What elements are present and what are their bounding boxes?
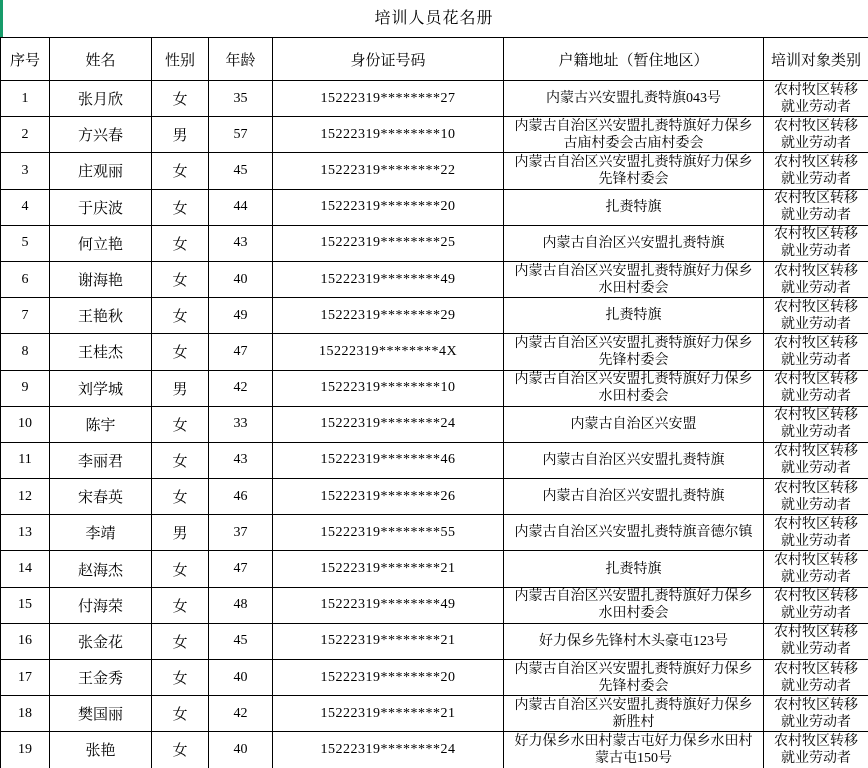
cell-address: 内蒙古自治区兴安盟扎赉特旗好力保乡先锋村委会: [504, 660, 764, 696]
cell-category: 农村牧区转移就业劳动者: [764, 370, 868, 406]
cell-age: 48: [209, 587, 273, 623]
cell-serial-number: 3: [1, 153, 50, 189]
cell-gender: 女: [152, 81, 209, 117]
cell-age: 37: [209, 515, 273, 551]
cell-serial-number: 8: [1, 334, 50, 370]
cell-name: 谢海艳: [50, 261, 152, 297]
cell-address: 扎赉特旗: [504, 551, 764, 587]
cell-category: 农村牧区转移就业劳动者: [764, 442, 868, 478]
cell-id-number: 15222319********21: [273, 551, 504, 587]
cell-gender: 女: [152, 334, 209, 370]
cell-age: 45: [209, 153, 273, 189]
cell-id-number: 15222319********20: [273, 660, 504, 696]
table-row: [1, 623, 868, 659]
cell-category: 农村牧区转移就业劳动者: [764, 660, 868, 696]
cell-category: 农村牧区转移就业劳动者: [764, 189, 868, 225]
cell-id-number: 15222319********49: [273, 587, 504, 623]
cell-serial-number: 9: [1, 370, 50, 406]
cell-category: 农村牧区转移就业劳动者: [764, 406, 868, 442]
cell-id-number: 15222319********29: [273, 298, 504, 334]
cell-address: 内蒙古自治区兴安盟扎赉特旗好力保乡水田村委会: [504, 370, 764, 406]
cell-name: 于庆波: [50, 189, 152, 225]
col-header-address: 户籍地址（暂住地区）: [504, 38, 764, 81]
col-header-name: 姓名: [50, 38, 152, 81]
cell-gender: 女: [152, 623, 209, 659]
cell-category: 农村牧区转移就业劳动者: [764, 81, 868, 117]
cell-age: 42: [209, 696, 273, 732]
table-row: [1, 189, 868, 225]
cell-category: 农村牧区转移就业劳动者: [764, 696, 868, 732]
cell-gender: 女: [152, 406, 209, 442]
cell-name: 刘学城: [50, 370, 152, 406]
cell-name: 樊国丽: [50, 696, 152, 732]
cell-address: 内蒙古自治区兴安盟扎赉特旗: [504, 442, 764, 478]
cell-category: 农村牧区转移就业劳动者: [764, 225, 868, 261]
cell-name: 王桂杰: [50, 334, 152, 370]
cell-serial-number: 4: [1, 189, 50, 225]
table-row: [1, 551, 868, 587]
cell-serial-number: 12: [1, 479, 50, 515]
table-row: [1, 153, 868, 189]
cell-id-number: 15222319********24: [273, 732, 504, 768]
cell-address: 内蒙古自治区兴安盟扎赉特旗好力保乡水田村委会: [504, 587, 764, 623]
cell-name: 宋春英: [50, 479, 152, 515]
table-row: [1, 732, 868, 768]
cell-age: 35: [209, 81, 273, 117]
cell-serial-number: 16: [1, 623, 50, 659]
cell-name: 陈宇: [50, 406, 152, 442]
table-row: [1, 442, 868, 478]
cell-id-number: 15222319********22: [273, 153, 504, 189]
cell-serial-number: 5: [1, 225, 50, 261]
cell-address: 扎赉特旗: [504, 298, 764, 334]
cell-id-number: 15222319********24: [273, 406, 504, 442]
cell-category: 农村牧区转移就业劳动者: [764, 261, 868, 297]
cell-serial-number: 18: [1, 696, 50, 732]
cell-address: 内蒙古兴安盟扎赉特旗043号: [504, 81, 764, 117]
table-row: [1, 81, 868, 117]
cell-address: 内蒙古自治区兴安盟扎赉特旗好力保乡先锋村委会: [504, 334, 764, 370]
cell-name: 庄观丽: [50, 153, 152, 189]
table-row: [1, 406, 868, 442]
cell-gender: 女: [152, 261, 209, 297]
cell-gender: 女: [152, 479, 209, 515]
header-row: [1, 38, 868, 81]
cell-gender: 女: [152, 442, 209, 478]
table-row: [1, 515, 868, 551]
cell-age: 44: [209, 189, 273, 225]
table-row: [1, 479, 868, 515]
cell-id-number: 15222319********46: [273, 442, 504, 478]
cell-category: 农村牧区转移就业劳动者: [764, 515, 868, 551]
cell-gender: 女: [152, 732, 209, 768]
cell-id-number: 15222319********26: [273, 479, 504, 515]
cell-name: 张艳: [50, 732, 152, 768]
cell-id-number: 15222319********21: [273, 623, 504, 659]
cell-age: 40: [209, 732, 273, 768]
cell-category: 农村牧区转移就业劳动者: [764, 551, 868, 587]
cell-gender: 女: [152, 153, 209, 189]
cell-address: 内蒙古自治区兴安盟扎赉特旗音德尔镇: [504, 515, 764, 551]
cell-name: 张月欣: [50, 81, 152, 117]
cell-age: 40: [209, 660, 273, 696]
cell-address: 内蒙古自治区兴安盟扎赉特旗好力保乡先锋村委会: [504, 153, 764, 189]
cell-age: 33: [209, 406, 273, 442]
cell-gender: 男: [152, 117, 209, 153]
cell-name: 张金花: [50, 623, 152, 659]
table-row: [1, 334, 868, 370]
cell-gender: 女: [152, 298, 209, 334]
cell-category: 农村牧区转移就业劳动者: [764, 153, 868, 189]
cell-serial-number: 10: [1, 406, 50, 442]
cell-gender: 男: [152, 370, 209, 406]
cell-gender: 女: [152, 551, 209, 587]
cell-age: 43: [209, 442, 273, 478]
cell-address: 内蒙古自治区兴安盟扎赉特旗好力保乡新胜村: [504, 696, 764, 732]
cell-serial-number: 17: [1, 660, 50, 696]
cell-id-number: 15222319********10: [273, 117, 504, 153]
cell-address: 内蒙古自治区兴安盟扎赉特旗: [504, 225, 764, 261]
cell-gender: 男: [152, 515, 209, 551]
cell-serial-number: 6: [1, 261, 50, 297]
cell-id-number: 15222319********4X: [273, 334, 504, 370]
cell-address: 内蒙古自治区兴安盟: [504, 406, 764, 442]
cell-serial-number: 11: [1, 442, 50, 478]
cell-name: 赵海杰: [50, 551, 152, 587]
page-title: 培训人员花名册: [374, 10, 494, 27]
cell-serial-number: 14: [1, 551, 50, 587]
cell-gender: 女: [152, 660, 209, 696]
table-row: [1, 225, 868, 261]
cell-name: 王金秀: [50, 660, 152, 696]
cell-id-number: 15222319********21: [273, 696, 504, 732]
cell-id-number: 15222319********55: [273, 515, 504, 551]
cell-address: 好力保乡先锋村木头豪屯123号: [504, 623, 764, 659]
roster-body: [1, 81, 868, 768]
cell-category: 农村牧区转移就业劳动者: [764, 334, 868, 370]
col-header-age: 年龄: [209, 38, 273, 81]
cell-serial-number: 1: [1, 81, 50, 117]
table-row: [1, 696, 868, 732]
cell-gender: 女: [152, 587, 209, 623]
cell-name: 付海荣: [50, 587, 152, 623]
col-header-gender: 性别: [152, 38, 209, 81]
table-row: [1, 660, 868, 696]
cell-category: 农村牧区转移就业劳动者: [764, 117, 868, 153]
cell-id-number: 15222319********10: [273, 370, 504, 406]
cell-id-number: 15222319********27: [273, 81, 504, 117]
cell-age: 40: [209, 261, 273, 297]
cell-name: 何立艳: [50, 225, 152, 261]
table-row: [1, 298, 868, 334]
cell-id-number: 15222319********20: [273, 189, 504, 225]
roster-header: [1, 38, 868, 81]
table-row: [1, 370, 868, 406]
roster-table: [0, 37, 868, 768]
accent-line: [0, 0, 3, 37]
cell-category: 农村牧区转移就业劳动者: [764, 587, 868, 623]
cell-name: 王艳秋: [50, 298, 152, 334]
cell-serial-number: 15: [1, 587, 50, 623]
cell-serial-number: 2: [1, 117, 50, 153]
cell-address: 内蒙古自治区兴安盟扎赉特旗好力保乡古庙村委会古庙村委会: [504, 117, 764, 153]
cell-address: 扎赉特旗: [504, 189, 764, 225]
cell-address: 好力保乡水田村蒙古屯好力保乡水田村蒙古屯150号: [504, 732, 764, 768]
cell-category: 农村牧区转移就业劳动者: [764, 479, 868, 515]
col-header-no: 序号: [1, 38, 50, 81]
cell-address: 内蒙古自治区兴安盟扎赉特旗: [504, 479, 764, 515]
cell-id-number: 15222319********25: [273, 225, 504, 261]
cell-id-number: 15222319********49: [273, 261, 504, 297]
cell-serial-number: 7: [1, 298, 50, 334]
cell-gender: 女: [152, 696, 209, 732]
cell-gender: 女: [152, 189, 209, 225]
cell-category: 农村牧区转移就业劳动者: [764, 732, 868, 768]
cell-gender: 女: [152, 225, 209, 261]
cell-age: 47: [209, 551, 273, 587]
col-header-id: 身份证号码: [273, 38, 504, 81]
cell-category: 农村牧区转移就业劳动者: [764, 298, 868, 334]
table-row: [1, 117, 868, 153]
cell-category: 农村牧区转移就业劳动者: [764, 623, 868, 659]
title-row: [0, 0, 868, 37]
cell-age: 43: [209, 225, 273, 261]
cell-age: 57: [209, 117, 273, 153]
cell-name: 李靖: [50, 515, 152, 551]
table-row: [1, 261, 868, 297]
cell-serial-number: 19: [1, 732, 50, 768]
cell-age: 45: [209, 623, 273, 659]
cell-age: 42: [209, 370, 273, 406]
cell-age: 49: [209, 298, 273, 334]
cell-name: 方兴春: [50, 117, 152, 153]
col-header-category: 培训对象类别: [764, 38, 868, 81]
cell-serial-number: 13: [1, 515, 50, 551]
table-row: [1, 587, 868, 623]
cell-age: 46: [209, 479, 273, 515]
cell-age: 47: [209, 334, 273, 370]
cell-name: 李丽君: [50, 442, 152, 478]
cell-address: 内蒙古自治区兴安盟扎赉特旗好力保乡水田村委会: [504, 261, 764, 297]
